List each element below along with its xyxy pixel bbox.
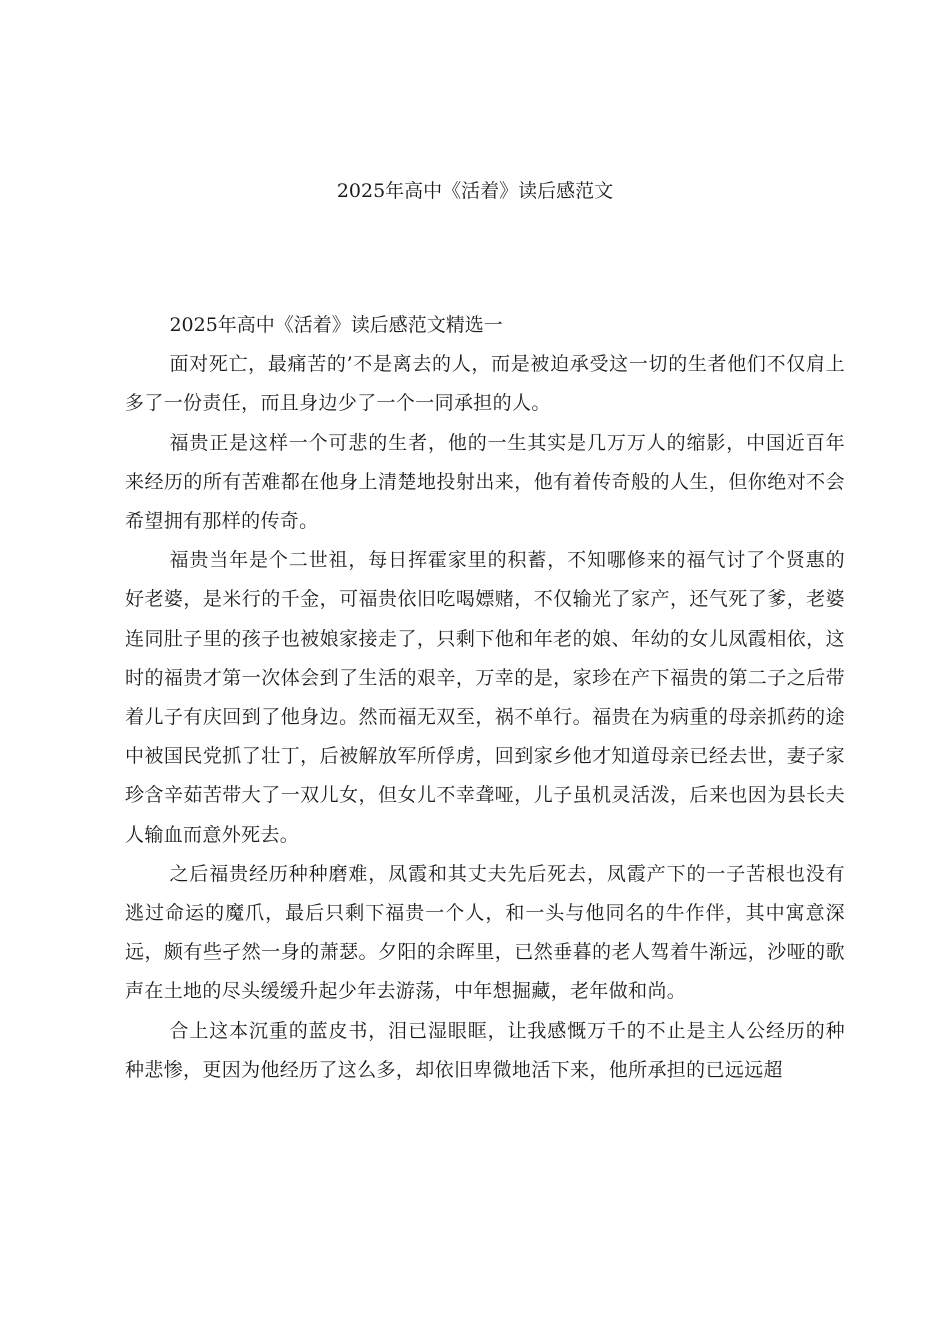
paragraph-3: 福贵当年是个二世祖，每日挥霍家里的积蓄，不知哪修来的福气讨了个贤惠的好老婆，是米行的千金，可福贵依旧吃喝嫖赌，不仅输光了家产，还气死了爹，老婆连同肚子里的孩子也被娘家接走了，只剩下他和年老的娘、年幼的女儿凤霞相依，这时的福贵才第一次体会到了生活的艰辛，万幸的是，家珍在产下福贵的第二子之后带着儿子有庆回到了他身边。然而福无双至，祸不单行。福贵在为病重的母亲抓药的途中被国民党抓了壮丁，后被解放军所俘虏，回到家乡他才知道母亲已经去世，妻子家珍含辛茹苦带大了一双儿女，但女儿不幸聋哑，儿子虽机灵活泼，后来也因为县长夫人输血而意外死去。: [125, 549, 845, 846]
paragraph-5: 合上这本沉重的蓝皮书，泪已湿眼眶，让我感慨万千的不止是主人公经历的种种悲惨，更因为他经历了这么多，却依旧卑微地活下来，他所承担的已远远超: [125, 1019, 845, 1081]
paragraph-2: 福贵正是这样一个可悲的生者，他的一生其实是几万万人的缩影，中国近百年来经历的所有苦难都在他身上清楚地投射出来，他有着传奇般的人生，但你绝对不会希望拥有那样的传奇。: [125, 431, 845, 533]
paragraph-1: 面对死亡，最痛苦的’不是离去的人，而是被迫承受这一切的生者他们不仅肩上多了一份责任，而且身边少了一个一同承担的人。: [125, 353, 845, 415]
document-title: 2025年高中《活着》读后感范文: [336, 180, 614, 202]
paragraph-4: 之后福贵经历种种磨难，凤霞和其丈夫先后死去，凤霞产下的一子苦根也没有逃过命运的魔爪，最后只剩下福贵一个人，和一头与他同名的牛作伴，其中寓意深远，颇有些孑然一身的萧瑟。夕阳的余晖里，已然垂暮的老人驾着牛渐远，沙哑的歌声在土地的尽头缓缓升起少年去游荡，中年想掘藏，老年做和尚。: [125, 862, 845, 1003]
section-heading: 2025年高中《活着》读后感范文精选一: [169, 314, 503, 336]
document-body: [125, 306, 845, 1090]
